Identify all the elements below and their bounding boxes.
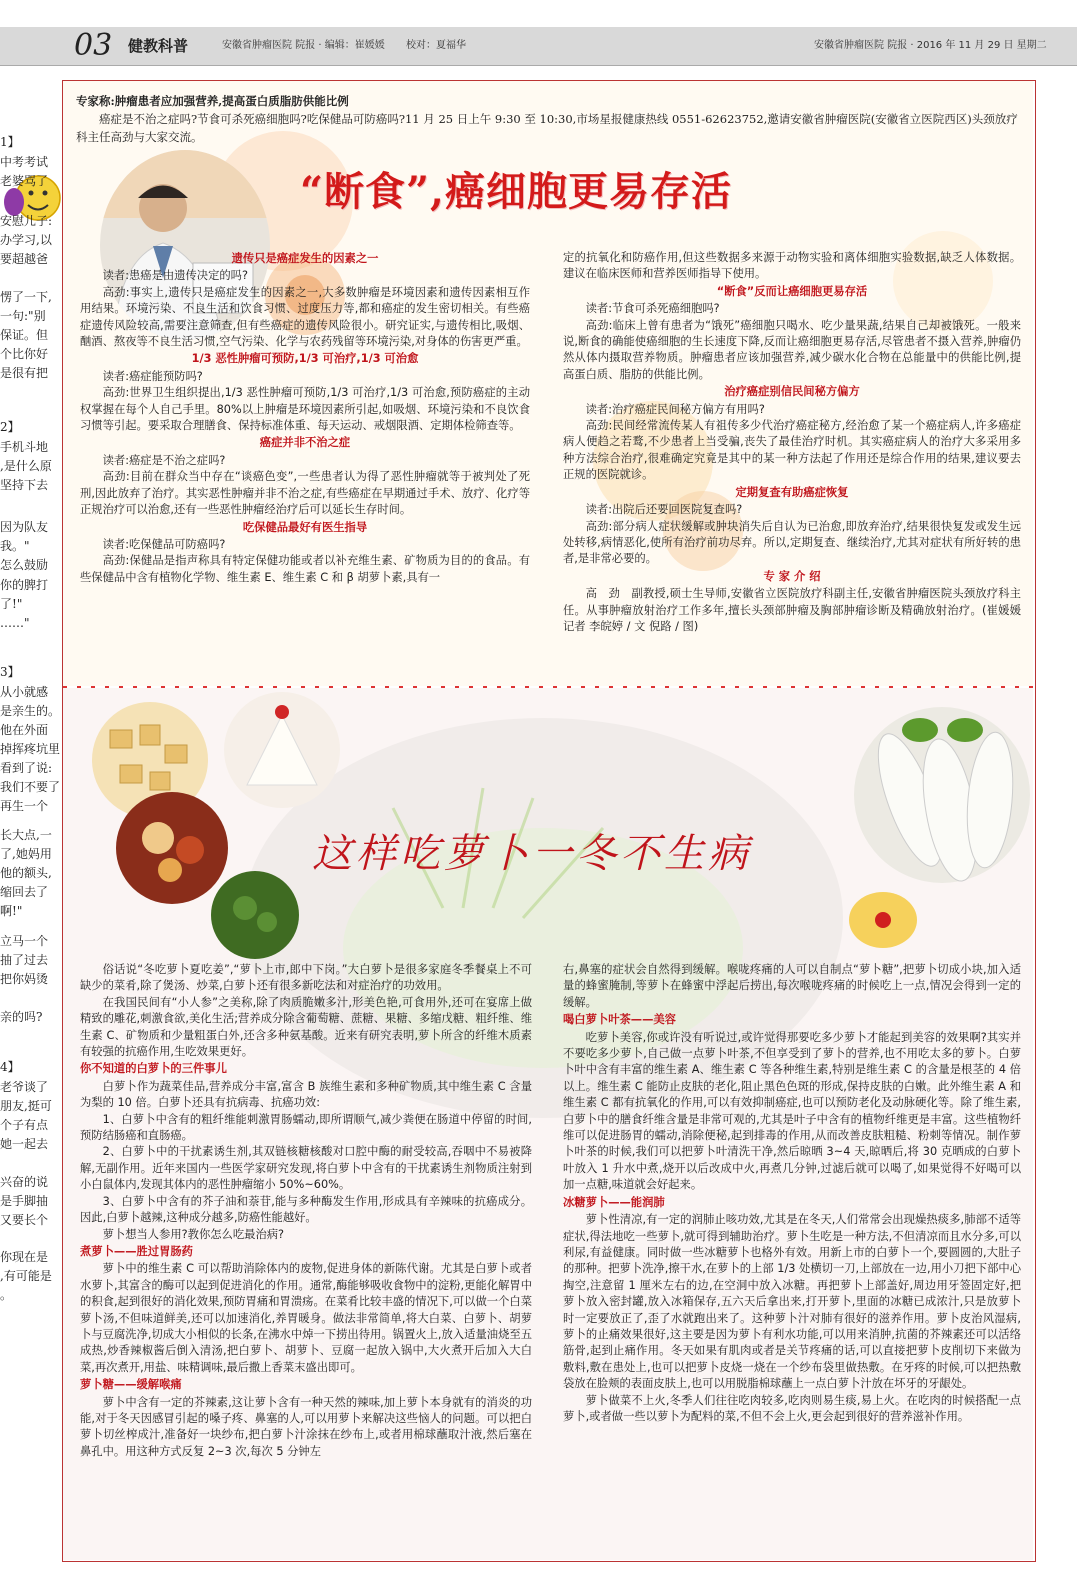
strip-line: 他的额头, (0, 866, 52, 880)
strip-line: 4】 (0, 1060, 20, 1074)
paragraph: 萝卜中含有一定的芥辣素,这让萝卜含有一种天然的辣味,加上萝卜本身就有的消炎的功能,对于冬天因感冒引起的嗓子疼、鼻塞的人,可以用萝卜来解决这些恼人的问题。可以把白萝卜切丝榨成汁,准备好一块纱布,把白萝卜汁涂抹在纱布上,或者用棉球蘸取汁液,然后塞在鼻孔中。用这种方式反复 2~3 次,每次 5 分钟左 (80, 1395, 532, 1458)
strip-line: 了!" (0, 597, 23, 611)
strip-line: 手机斗地 (0, 440, 49, 454)
radish-cake-image (222, 690, 342, 810)
date-line: 安徽省肿瘤医院 院报 · 2016 年 11 月 29 日 星期二 (814, 40, 1047, 51)
strip-line: 老爷谈了 (0, 1080, 49, 1094)
paragraph: 读者:治疗癌症民间秘方偏方有用吗? (585, 402, 765, 416)
subheading: 遗传只是癌症发生的因素之一 (231, 252, 379, 265)
paragraph: 萝卜性清凉,有一定的润肺止咳功效,尤其是在冬天,人们常常会出现燥热痰多,肺部不适等症状,得法地吃一些萝卜,就可得到辅助治疗。萝卜生吃是一种方法,不但清凉而且水分多,可以利尿,有益健康。同时做一些冰糖萝卜也格外有效。用新上市的白萝卜一个,要圆圆的,大肚子的那种。把萝卜洗净,擦干水,在萝卜的上部 1/3 处横切一刀,上部放在一边,用小刀把下部中心掏空,注意留 1 厘米左右的边,在空洞中放入冰糖。再把萝卜上部盖好,周边用牙签固定好,把萝卜放入密封罐,放入冰箱保存,五六天后拿出来,打开萝卜,里面的冰糖已成浓汁,只是放萝卜时一定要放正了,歪了水就跑出来了。这种萝卜汁对肺有很好的滋养作用。萝卜皮治风湿病,萝卜的止痛效果很好,这主要是因为萝卜有利水功能,可以用来消肿,抗菌的芥辣素还可以活络筋骨,起到止痛作用。冬天如果有肌肉或者是关节疼痛的话,可以直接把萝卜皮削切下来做为敷料,敷在患处上,也可以把萝卜皮烧一烧在一个纱布袋里做热敷。在牙疼的时候,可以把热敷袋放在脸颊的表面皮肤上,也可以用脱脂棉球蘸上一点白萝卜汁放在坏牙的牙龈处。 (563, 1213, 1021, 1391)
article2-headline: 这样吃萝卜一冬不生病 (312, 831, 752, 877)
strip-line: 抽了过去 (0, 953, 49, 967)
strip-line: 从小就感 (0, 685, 49, 699)
strip-line: 看到了说: (0, 761, 53, 775)
intro-text: 癌症是不治之症吗?节食可杀死癌细胞吗?吃保健品可防癌吗?11 月 25 日上午 9:30 至 10:30,市场星报健康热线 0551-62623752,邀请安徽省肿瘤医院(安徽省立医院西区)头颈放疗科主任高劲与大家交流。 (76, 112, 1018, 144)
strip-line: 是很有把 (0, 366, 49, 380)
section-title: 健教科普 (128, 37, 189, 55)
honey-radish-image (845, 880, 920, 950)
subheading: 你不知道的白萝卜的三件事儿 (80, 1062, 227, 1076)
subheading: 定期复查有助癌症恢复 (735, 485, 849, 499)
strip-line: 再生一个 (0, 799, 49, 813)
paragraph: 读者:节食可杀死癌细胞吗? (585, 302, 720, 316)
paragraph: 萝卜做菜不上火,冬季人们往往吃肉较多,吃肉则易生痰,易上火。在吃肉的时候搭配一点萝卜,或者做一些以萝卜为配料的菜,不但不会上火,更会起到很好的营养滋补作用。 (563, 1393, 1021, 1423)
page-header (0, 27, 1077, 66)
subheading: 治疗癌症别信民间秘方偏方 (724, 385, 860, 399)
strip-line: 是手脚抽 (0, 1194, 49, 1208)
paragraph: 读者:患癌是由遗传决定的吗? (102, 269, 248, 283)
leaf-tea-image (205, 870, 305, 960)
strip-line: 个比你好 (0, 347, 49, 361)
strip-line: ,是什么原 (0, 459, 52, 473)
strip-line: 你现在是 (0, 1250, 49, 1264)
strip-line: 兴奋的说 (0, 1175, 49, 1189)
strip-line: 要超越爸 (0, 252, 49, 266)
paragraph: 萝卜中的维生素 C 可以帮助消除体内的废物,促进身体的新陈代谢。尤其是白萝卜或者水萝卜,其富含的酶可以起到促进消化的作用。通常,酶能够吸收食物中的淀粉,更能化解胃中的积食,起到很好的消化效果,预防胃痛和胃溃疡。在菜肴比较丰盛的情况下,可以做一个白菜萝卜汤,不但味道鲜美,还可以加速消化,养胃暖身。做法非常简单,将大白菜、白萝卜、胡萝卜与豆腐洗净,切成大小相似的长条,在沸水中焯一下捞出待用。锅置火上,放入适量油烧至五成热,炒香辣椒酱后倒入清汤,把白萝卜、胡萝卜、豆腐一起放入锅中,大火煮开后加入大白菜,再次煮开,用盐、味精调味,最后撒上香菜末盛出即可。 (80, 1262, 532, 1374)
strip-line: 掉挥疼坑里 (0, 742, 61, 756)
subheading: 煮萝卜——胜过胃肠药 (80, 1244, 193, 1258)
subheading: 喝白萝卜叶茶——美容 (563, 1013, 676, 1027)
strip-line: 我。" (0, 539, 30, 553)
article1-headline: “断食”,癌细胞更易存活 (300, 168, 732, 215)
paragraph: 高劲:部分病人症状缓解或肿块消失后自认为已治愈,即放弃治疗,结果很快复发或发生远处转移,病情恶化,使所有治疗前功尽弃。所以,定期复查、继续治疗,尤其对症状有所好转的患者,是非常必要的。 (563, 519, 1021, 566)
intro-title: 专家称:肿瘤患者应加强营养,提高蛋白质脂肪供能比例 (76, 94, 349, 108)
paragraph: 读者:吃保健品可防癌吗? (102, 537, 226, 551)
strip-line: 啊!" (0, 904, 23, 918)
adjacent-column-strip (0, 135, 62, 1465)
strip-line: 她一起去 (0, 1137, 49, 1151)
strip-line: 你的脾打 (0, 578, 49, 592)
paragraph: 高劲:目前在群众当中存在“谈癌色变”,一些患者认为得了恶性肿瘤就等于被判处了死刑,因此放弃了治疗。其实恶性肿瘤并非不治之症,有些癌症在早期通过手术、放疗、化疗等正规治疗可以治愈,还有一些恶性肿瘤经治疗后可以延长生存时间。 (80, 470, 530, 517)
subheading: 冰糖萝卜——能润肺 (563, 1195, 665, 1209)
strip-line: 愣了一下, (0, 290, 52, 304)
paragraph: 定的抗氧化和防癌作用,但这些数据多来源于动物实验和离体细胞实验数据,缺乏人体数据。建议在临床医师和营养医师指导下使用。 (563, 251, 1021, 281)
strip-line: 长大点,一 (0, 828, 52, 842)
paragraph: 2、白萝卜中的干扰素诱生剂,其双链核糖核酸对口腔中酶的耐受较高,吞咽中不易被降解,无副作用。近年来国内一些医学家研究发现,将白萝卜中含有的干扰素诱生剂物质注射到小白鼠体内,发现其体内的恶性肿瘤缩小 50%~60%。 (80, 1145, 532, 1192)
paragraph: 萝卜想当人参用?教你怎么吃最治病? (102, 1227, 285, 1241)
strip-line: 把你妈烫 (0, 972, 49, 986)
strip-line: 他在外面 (0, 723, 49, 737)
editor-line: 安徽省肿瘤医院 院报 · 编辑：崔媛媛 (222, 40, 385, 51)
paragraph: 高劲:保健品是指声称具有特定保健功能或者以补充维生素、矿物质为目的的食品。有些保健品中含有植物化学物、维生素 E、维生素 C 和 β 胡萝卜素,具有一 (80, 554, 530, 584)
strip-line: 又要长个 (0, 1213, 49, 1227)
strip-line: 办学习,以 (0, 233, 52, 247)
paragraph: 高劲:事实上,遗传只是癌症发生的因素之一,大多数肿瘤是环境因素和遗传因素相互作用结果。环境污染、不良生活和饮食习惯、过度压力等,都和癌症的发生密切相关。有些癌症遗传风险较高,需要注意筛查,但有些癌症的遗传风险很小。研究证实,与遗传相比,吸烟、酗酒、熬夜等不良生活习惯,空气污染、化学与农药残留等环境污染,对身体的伤害更严重。 (80, 285, 530, 349)
strip-line: 立马一个 (0, 934, 49, 948)
paragraph: 高劲:民间经常流传某人有祖传多少代治疗癌症秘方,经治愈了某一个癌症病人,许多癌症病人便趋之若鹜,不少患者上当受骗,丧失了最佳治疗时机。其实癌症病人的治疗大多采用多种方法综合治疗,很难确定究竟是其中的某一种方法起了作用还是综合作用的结果,建议要去正规的医院就诊。 (563, 419, 1021, 482)
subheading: “断食”反而让癌细胞更易存活 (716, 284, 868, 298)
page-number: 03 (74, 28, 113, 63)
strip-line: 个子有点 (0, 1118, 49, 1132)
strip-line: 我们不要了 (0, 780, 61, 794)
article1-right-column (563, 250, 1021, 635)
subheading: 萝卜糖——缓解喉痛 (80, 1378, 182, 1392)
strip-line: ……" (0, 616, 30, 630)
paragraph: 右,鼻塞的症状会自然得到缓解。喉咙疼痛的人可以自制点“萝卜糖”,把萝卜切成小块,加入适量的蜂蜜腌制,等萝卜在蜂蜜中浮起后捞出,每次喉咙疼痛的时候吃上一点,情况会得到一定的缓解。 (563, 963, 1021, 1009)
paragraph: 3、白萝卜中含有的芥子油和萘苷,能与多种酶发生作用,形成具有辛辣味的抗癌成分。因此,白萝卜越辣,这种成分越多,防癌性能越好。 (80, 1194, 532, 1225)
strip-line: 保证。但 (0, 328, 49, 342)
strip-line: 。 (0, 1288, 13, 1302)
strip-line: 怎么鼓励 (0, 558, 49, 572)
strip-line: 朋友,挺可 (0, 1099, 52, 1113)
proof-line: 校对：夏福华 (406, 40, 466, 51)
strip-line: 安慰儿子: (0, 214, 53, 228)
strip-line: 老婆骂了 (0, 174, 49, 188)
paragraph: 高 劲 副教授,硕士生导师,安徽省立医院放疗科副主任,安徽省肿瘤医院头颈放疗科主任。从事肿瘤放射治疗工作多年,擅长头颈部肿瘤及胸部肿瘤诊断及精确放射治疗。(崔媛媛 记者 李皖婷 / 文 倪路 / 图) (563, 587, 1021, 633)
paragraph: 1、白萝卜中含有的粗纤维能刺激胃肠蠕动,即所谓顺气,减少粪便在肠道中停留的时间,预防结肠癌和直肠癌。 (80, 1112, 532, 1143)
white-radish-image (850, 700, 1035, 890)
subheading: 1/3 恶性肿瘤可预防,1/3 可治疗,1/3 可治愈 (191, 352, 419, 366)
paragraph: 吃萝卜美容,你或许没有听说过,或许觉得那要吃多少萝卜才能起到美容的效果啊?其实并不要吃多少萝卜,自己做一点萝卜叶茶,不但享受到了萝卜的营养,也不用吃太多的萝卜。白萝卜叶中含有丰富的维生素 A、维生素 C 等各种维生素,特别是维生素 C 的含量是根茎的 4 倍以上。维生素 C 能防止皮肤的老化,阻止黑色色斑的形成,保持皮肤的白嫩。此外维生素 A 和维生素 C 都有抗氧化的作用,可以有效抑制癌症,也可以预防老化及动脉硬化等。除了维生素,白萝卜中的膳食纤维含量是非常可观的,尤其是叶子中含有的植物纤维更是丰富。这些植物纤维可以促进肠胃的蠕动,消除便秘,起到排毒的作用,从而改善皮肤粗糙、粉刺等情况。制作萝卜叶茶的时候,我们可以把萝卜叶清洗干净,然后晾晒 3~4 天,晾晒后,将 30 克晒成的白萝卜叶放入 1 升水中煮,烧开以后改成中火,再煮几分钟,过滤后就可以喝了,如果觉得不好喝可以加一点糖,味道就会好起来。 (563, 1030, 1021, 1192)
strip-line: 一句:"别 (0, 309, 46, 323)
intro-block (76, 92, 1026, 146)
paragraph: 读者:癌症能预防吗? (102, 369, 203, 383)
strip-line: ,有可能是 (0, 1269, 52, 1283)
strip-line: 中考考试 (0, 155, 49, 169)
article1-left-column (80, 250, 530, 586)
subheading: 吃保健品最好有医生指导 (242, 520, 368, 534)
strip-line: 缩回去了 (0, 885, 49, 899)
strip-line: 是亲生的。 (0, 704, 61, 718)
subheading: 癌症并非不治之症 (259, 436, 351, 450)
strip-line: 了,她妈用 (0, 847, 52, 861)
strip-line: 3】 (0, 665, 20, 679)
paragraph: 读者:癌症是不治之症吗? (102, 453, 226, 467)
strip-line: 1】 (0, 135, 20, 149)
paragraph: 俗话说“冬吃萝卜夏吃姜”,“萝卜上市,郎中下岗。”大白萝卜是很多家庭冬季餐桌上不可缺少的菜肴,除了煲汤、炒菜,白萝卜还有很多新吃法和对症治疗的功效用。 (80, 963, 532, 993)
subheading: 专 家 介 绍 (763, 569, 821, 583)
strip-line: 亲的吗? (0, 1010, 43, 1024)
paragraph: 高劲:临床上曾有患者为“饿死”癌细胞只喝水、吃少量果蔬,结果自己却被饿死。一般来说,断食的确能使癌细胞的生长速度下降,反而让癌细胞更易存活,尽管患者不摄入营养,肿瘤仍然从体内摄取营养物质。肿瘤患者应该加强营养,减少碳水化合物在总能量中的供能比例,提高蛋白质、脂肪的供能比例。 (563, 318, 1021, 381)
paragraph: 在我国民间有“小人参”之美称,除了肉质脆嫩多汁,形美色艳,可食用外,还可在宴席上做精致的雕花,刺激食欲,美化生活;营养成分除含葡萄糖、蔗糖、果糖、多缩戊糖、粗纤维、维生素 C、矿物质和少量粗蛋白外,还含多种氨基酸。近来有研究表明,萝卜所含的纤维木质素有较强的抗癌作用,生吃效果更好。 (80, 995, 532, 1059)
strip-line: 2】 (0, 420, 20, 434)
strip-line: 坚持下去 (0, 478, 49, 492)
strip-line: 因为队友 (0, 520, 49, 534)
article2-left-column (80, 962, 532, 1460)
article2-right-column (563, 962, 1021, 1425)
paragraph: 白萝卜作为蔬菜佳品,营养成分丰富,富含 B 族维生素和多种矿物质,其中维生素 C 含量为梨的 10 倍。白萝卜还具有抗病毒、抗癌功效: (80, 1079, 532, 1110)
paragraph: 高劲:世界卫生组织提出,1/3 恶性肿瘤可预防,1/3 可治疗,1/3 可治愈,预防癌症的主动权掌握在每个人自己手里。80%以上肿瘤是环境因素所引起,如吸烟、环境污染和不良饮食习惯等引起。要采取合理膳食、保持标准体重、每天运动、戒烟限酒、定期体检筛查等。 (80, 386, 530, 433)
paragraph: 读者:出院后还要回医院复查吗? (585, 503, 743, 517)
